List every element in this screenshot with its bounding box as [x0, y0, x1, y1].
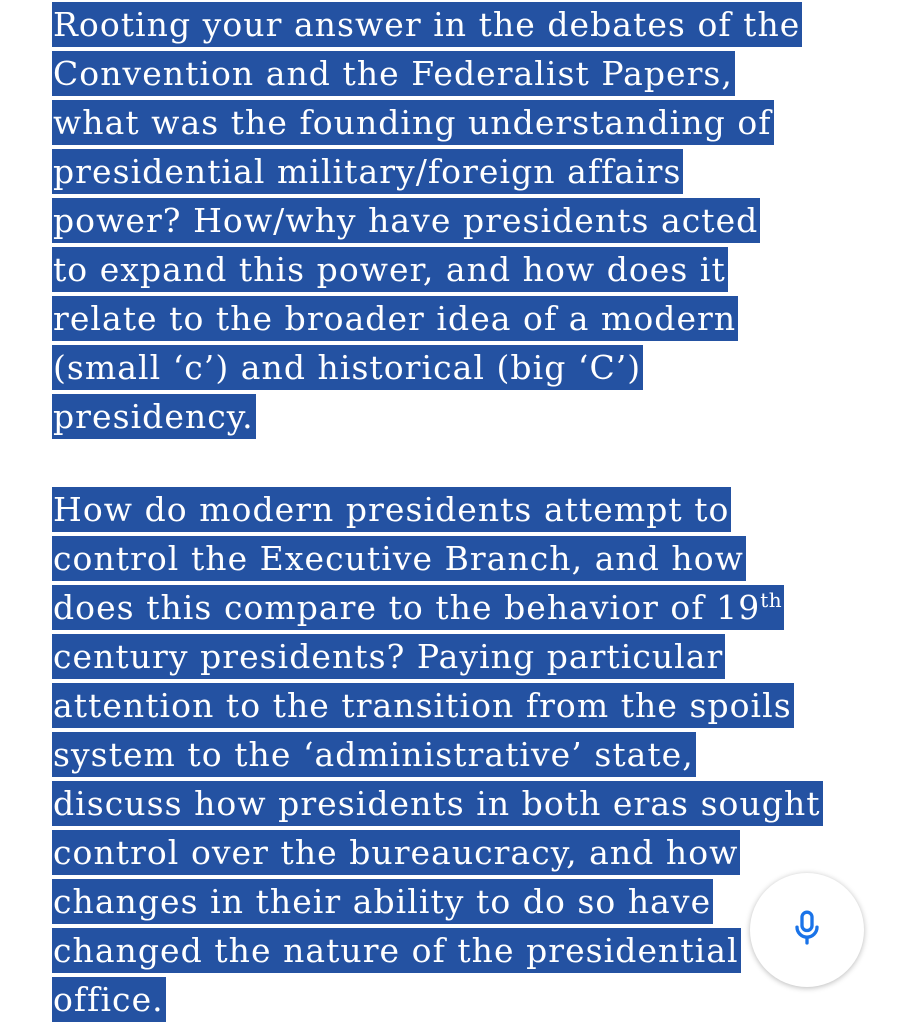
paragraph-question-2[interactable]: [52, 485, 852, 1024]
text-line: control the Executive Branch, and how: [52, 534, 852, 583]
paragraph-question-1[interactable]: [52, 0, 852, 441]
text-line: discuss how presidents in both eras sought: [52, 779, 852, 828]
text-line-segment: does this compare to the behavior of 19: [53, 588, 761, 627]
text-line: to expand this power, and how does it: [52, 245, 852, 294]
text-line: relate to the broader idea of a modern: [52, 294, 852, 343]
text-line: (small ‘c’) and historical (big ‘C’): [52, 343, 852, 392]
document-body[interactable]: [52, 0, 852, 1024]
microphone-icon: [787, 908, 827, 952]
text-line: Rooting your answer in the debates of the: [52, 0, 852, 49]
text-line: changes in their ability to do so have: [52, 877, 852, 926]
text-line: How do modern presidents attempt to: [52, 485, 852, 534]
superscript-ordinal: th: [760, 588, 783, 612]
paragraph-spacer: [52, 441, 852, 485]
text-line: power? How/why have presidents acted: [52, 196, 852, 245]
text-line: changed the nature of the presidential: [52, 926, 852, 975]
text-line: Convention and the Federalist Papers,: [52, 49, 852, 98]
text-line: control over the bureaucracy, and how: [52, 828, 852, 877]
text-line: [52, 583, 852, 632]
text-line: attention to the transition from the spoils: [52, 681, 852, 730]
text-line: office.: [52, 975, 852, 1024]
text-line: system to the ‘administrative’ state,: [52, 730, 852, 779]
text-line: presidency.: [52, 392, 852, 441]
text-line: century presidents? Paying particular: [52, 632, 852, 681]
text-line: presidential military/foreign affairs: [52, 147, 852, 196]
text-line: what was the founding understanding of: [52, 98, 852, 147]
voice-input-button[interactable]: [750, 873, 864, 987]
